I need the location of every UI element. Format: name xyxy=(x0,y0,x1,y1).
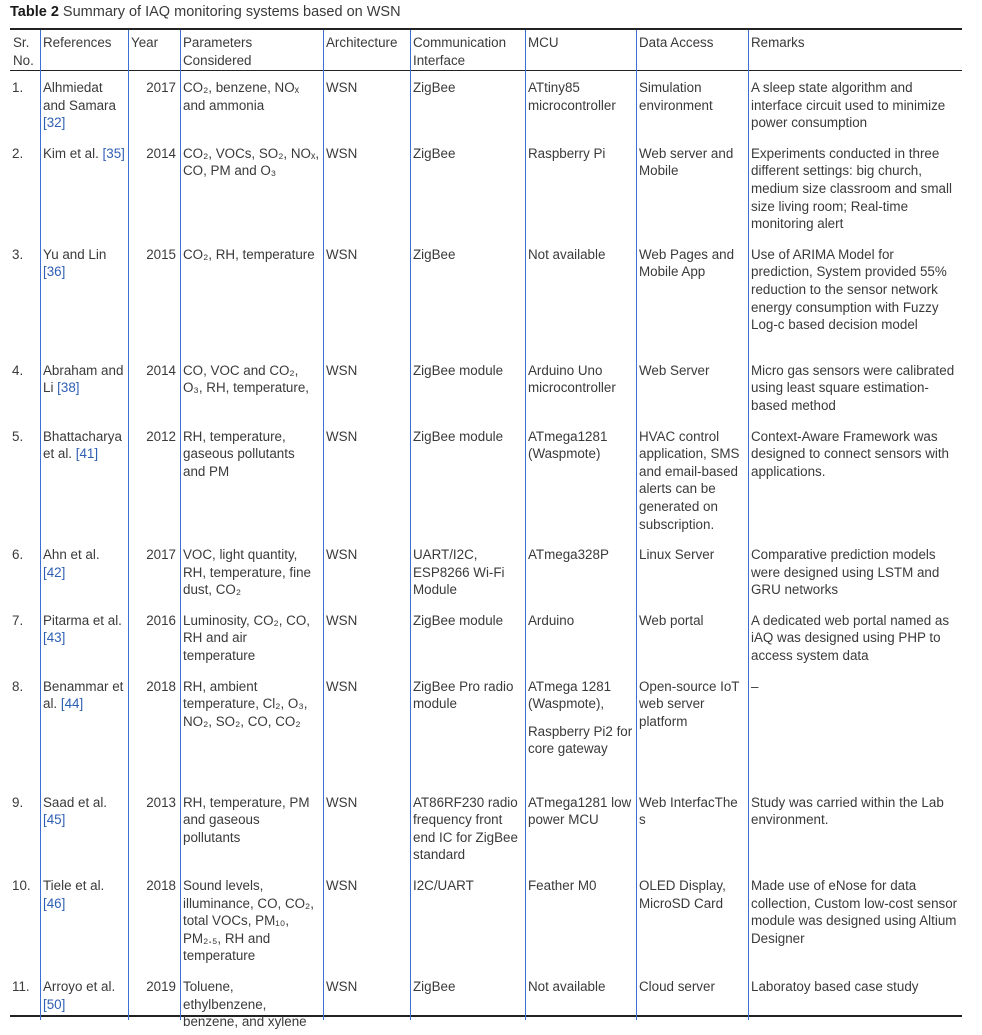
reference-cell xyxy=(40,603,128,669)
top-rule xyxy=(10,28,962,30)
remarks-cell: Study was carried within the Lab environment. xyxy=(751,794,944,828)
data-access-cell: Web Pages and Mobile App xyxy=(639,246,735,280)
citation-link[interactable]: [42] xyxy=(43,564,66,580)
communication-cell: AT86RF230 radio frequency front end IC for ZigBee standard xyxy=(413,794,518,863)
table-row xyxy=(10,969,962,1035)
table-row xyxy=(10,353,962,419)
reference-cell xyxy=(40,669,128,785)
mcu-cell: Arduino Uno microcontroller xyxy=(528,362,616,396)
year-cell: 2018 xyxy=(146,878,176,894)
sr-no-cell: 5. xyxy=(12,428,24,444)
mcu-cell: Feather M0 xyxy=(528,878,597,894)
parameters-cell: Luminosity, CO₂, CO, RH and air temperature xyxy=(183,612,310,664)
remarks-cell: Made use of eNose for data collection, Custom low-cost sensor module was designed using Altium Designer xyxy=(751,878,958,946)
data-access-cell: Cloud server xyxy=(639,979,715,994)
remarks-cell: A sleep state algorithm and interface circuit used to minimize power consumption xyxy=(751,80,946,131)
table-caption xyxy=(10,4,401,20)
reference-authors: Pitarma et al. xyxy=(43,612,122,628)
architecture-cell: WSN xyxy=(326,547,358,563)
remarks-cell: – xyxy=(751,678,759,694)
communication-cell: ZigBee xyxy=(413,246,456,262)
communication-cell: ZigBee xyxy=(413,80,456,95)
reference-cell xyxy=(40,136,128,237)
year-cell: 2017 xyxy=(146,80,176,95)
remarks-cell: Micro gas sensors were calibrated using least square estimation-based method xyxy=(751,362,955,413)
header-sr-no: Sr. No. xyxy=(13,35,34,68)
parameters-cell: Sound levels, illuminance, CO, CO₂, total VOCs, PM₁₀, PM₂.₅, RH and temperature xyxy=(183,878,314,964)
mcu-cell: Raspberry Pi xyxy=(528,145,606,161)
remarks-cell: Context-Aware Framework was designed to connect sensors with applications. xyxy=(751,428,950,479)
year-cell: 2013 xyxy=(146,794,176,810)
data-access-cell: HVAC control application, SMS and email-based alerts can be generated on subscription. xyxy=(639,428,740,532)
architecture-cell: WSN xyxy=(326,878,358,894)
citation-link[interactable]: [46] xyxy=(43,895,66,911)
data-access-cell: Linux Server xyxy=(639,547,715,563)
header-parameters: Parameters Considered xyxy=(183,35,253,68)
year-cell: 2014 xyxy=(146,362,176,378)
citation-link[interactable]: [41] xyxy=(75,446,99,462)
citation-link[interactable]: [32] xyxy=(43,115,66,131)
header-communication: Communication Interface xyxy=(413,35,507,68)
reference-authors: Ahn et al. xyxy=(43,547,100,563)
year-cell: 2012 xyxy=(146,428,176,444)
sr-no-cell: 11. xyxy=(12,979,30,994)
reference-authors: Tiele et al. xyxy=(43,878,105,894)
table-row xyxy=(10,237,962,353)
header-row xyxy=(10,33,962,70)
table-row xyxy=(10,669,962,785)
sr-no-cell: 2. xyxy=(12,145,24,161)
communication-cell: ZigBee Pro radio module xyxy=(413,678,514,712)
table-title: Summary of IAQ monitoring systems based on WSN xyxy=(62,4,401,20)
reference-cell xyxy=(40,419,128,538)
remarks-cell: Comparative prediction models were designed using LSTM and GRU networks xyxy=(751,547,940,598)
header-year: Year xyxy=(131,35,159,50)
citation-link[interactable]: [36] xyxy=(43,264,66,280)
parameters-cell: RH, ambient temperature, Cl₂, O₃, NO₂, SO₂, CO, CO₂ xyxy=(183,678,308,729)
architecture-cell: WSN xyxy=(326,145,358,161)
parameters-cell: CO₂, benzene, NOₓ and ammonia xyxy=(183,80,300,113)
remarks-cell: Laboratoy based case study xyxy=(751,979,919,994)
iaq-summary-table xyxy=(10,33,962,1035)
year-cell: 2019 xyxy=(146,979,176,994)
parameters-cell: CO₂, RH, temperature xyxy=(183,246,315,262)
architecture-cell: WSN xyxy=(326,794,358,810)
architecture-cell: WSN xyxy=(326,246,358,262)
sr-no-cell: 10. xyxy=(12,878,31,894)
sr-no-cell: 9. xyxy=(12,794,24,810)
reference-cell xyxy=(40,868,128,969)
mcu-cell: ATtiny85 microcontroller xyxy=(528,80,616,113)
communication-cell: ZigBee module xyxy=(413,612,504,628)
header-data-access: Data Access xyxy=(639,35,714,50)
parameters-cell: VOC, light quantity, RH, temperature, fine dust, CO₂ xyxy=(183,547,312,598)
architecture-cell: WSN xyxy=(326,979,358,994)
reference-cell xyxy=(40,70,128,136)
reference-cell xyxy=(40,353,128,419)
parameters-cell: RH, temperature, PM and gaseous pollutants xyxy=(183,794,310,845)
reference-authors: Alhmiedat and Samara xyxy=(43,80,116,113)
year-cell: 2014 xyxy=(146,145,176,161)
architecture-cell: WSN xyxy=(326,612,358,628)
parameters-cell: CO₂, VOCs, SO₂, NOₓ, CO, PM and O₃ xyxy=(183,145,320,179)
architecture-cell: WSN xyxy=(326,80,358,95)
reference-cell xyxy=(40,237,128,353)
reference-authors: Arroyo et al. xyxy=(43,979,116,994)
reference-cell xyxy=(40,969,128,1035)
sr-no-cell: 4. xyxy=(12,362,24,378)
communication-cell: ZigBee module xyxy=(413,428,504,444)
table-row xyxy=(10,868,962,969)
data-access-cell: Simulation environment xyxy=(639,80,713,113)
data-access-cell: Web Server xyxy=(639,362,710,378)
mcu-cell: ATmega1281 low power MCU xyxy=(528,794,632,828)
mcu-cell: Not available xyxy=(528,246,606,262)
sr-no-cell: 7. xyxy=(12,612,24,628)
communication-cell: UART/I2C, ESP8266 Wi-Fi Module xyxy=(413,547,505,598)
sr-no-cell: 1. xyxy=(12,80,24,95)
citation-link[interactable]: [38] xyxy=(57,380,80,396)
sr-no-cell: 6. xyxy=(12,547,24,563)
data-access-cell: Web portal xyxy=(639,612,704,628)
citation-link[interactable]: [45] xyxy=(43,812,66,828)
architecture-cell: WSN xyxy=(326,362,358,378)
architecture-cell: WSN xyxy=(326,428,358,444)
mcu-cell xyxy=(525,669,636,785)
mcu-cell: Not available xyxy=(528,979,606,994)
reference-authors: Bhattacharya et al. xyxy=(43,428,122,462)
data-access-cell: Web server and Mobile xyxy=(639,145,734,179)
sr-no-cell: 8. xyxy=(12,678,24,694)
reference-authors: Kim et al. xyxy=(43,145,99,161)
header-remarks: Remarks xyxy=(751,35,805,50)
mcu-cell: ATmega328P xyxy=(528,547,609,563)
citation-link[interactable]: [50] xyxy=(43,996,66,1012)
reference-authors: Yu and Lin xyxy=(43,246,107,262)
communication-cell: I2C/UART xyxy=(413,878,474,894)
parameters-cell: CO, VOC and CO₂, O₃, RH, temperature, xyxy=(183,362,310,396)
data-access-cell: Web InterfacThe s xyxy=(639,794,738,828)
reference-authors: Benammar et al. xyxy=(43,678,124,712)
data-access-cell: OLED Display, MicroSD Card xyxy=(639,878,726,911)
table-row xyxy=(10,603,962,669)
remarks-cell: Experiments conducted in three different settings: big church, medium size classroom and small size living room; Real-time monitoring alert xyxy=(751,145,952,232)
year-cell: 2016 xyxy=(146,612,176,628)
reference-cell xyxy=(40,785,128,868)
sr-no-cell: 3. xyxy=(12,246,24,262)
reference-cell xyxy=(40,537,128,603)
year-cell: 2017 xyxy=(146,547,176,563)
parameters-cell: Toluene, ethylbenzene, benzene, and xylene xyxy=(183,979,307,1030)
header-architecture: Architecture xyxy=(326,35,398,50)
reference-authors: Abraham and Li xyxy=(43,362,124,396)
citation-link[interactable]: [43] xyxy=(43,630,66,646)
communication-cell: ZigBee xyxy=(413,145,456,161)
year-cell: 2015 xyxy=(146,246,176,262)
parameters-cell: RH, temperature, gaseous pollutants and PM xyxy=(183,428,295,479)
header-references: References xyxy=(43,35,112,50)
communication-cell: ZigBee module xyxy=(413,362,504,378)
table-row xyxy=(10,785,962,868)
remarks-cell: A dedicated web portal named as iAQ was designed using PHP to access system data xyxy=(751,612,950,664)
communication-cell: ZigBee xyxy=(413,979,456,994)
mcu-secondary: Raspberry Pi2 for core gateway xyxy=(528,723,633,757)
table-row xyxy=(10,419,962,538)
remarks-cell: Use of ARIMA Model for prediction, System provided 55% reduction to the sensor network energy consumption with Fuzzy Log-c based decision model xyxy=(751,246,947,333)
data-access-cell: Open-source IoT web server platform xyxy=(639,678,740,729)
table-row xyxy=(10,70,962,136)
citation-link[interactable]: [44] xyxy=(60,696,84,712)
table-label: Table 2 xyxy=(10,4,59,20)
architecture-cell: WSN xyxy=(326,678,358,694)
mcu-cell: ATmega1281 (Waspmote) xyxy=(528,428,608,462)
table-row xyxy=(10,537,962,603)
mcu-cell: Arduino xyxy=(528,612,575,628)
year-cell: 2018 xyxy=(146,678,176,694)
header-mcu: MCU xyxy=(528,35,559,50)
mcu-primary: ATmega 1281 (Waspmote), xyxy=(528,678,612,712)
reference-authors: Saad et al. xyxy=(43,794,108,810)
citation-link[interactable]: [35] xyxy=(102,145,125,161)
table-row xyxy=(10,136,962,237)
